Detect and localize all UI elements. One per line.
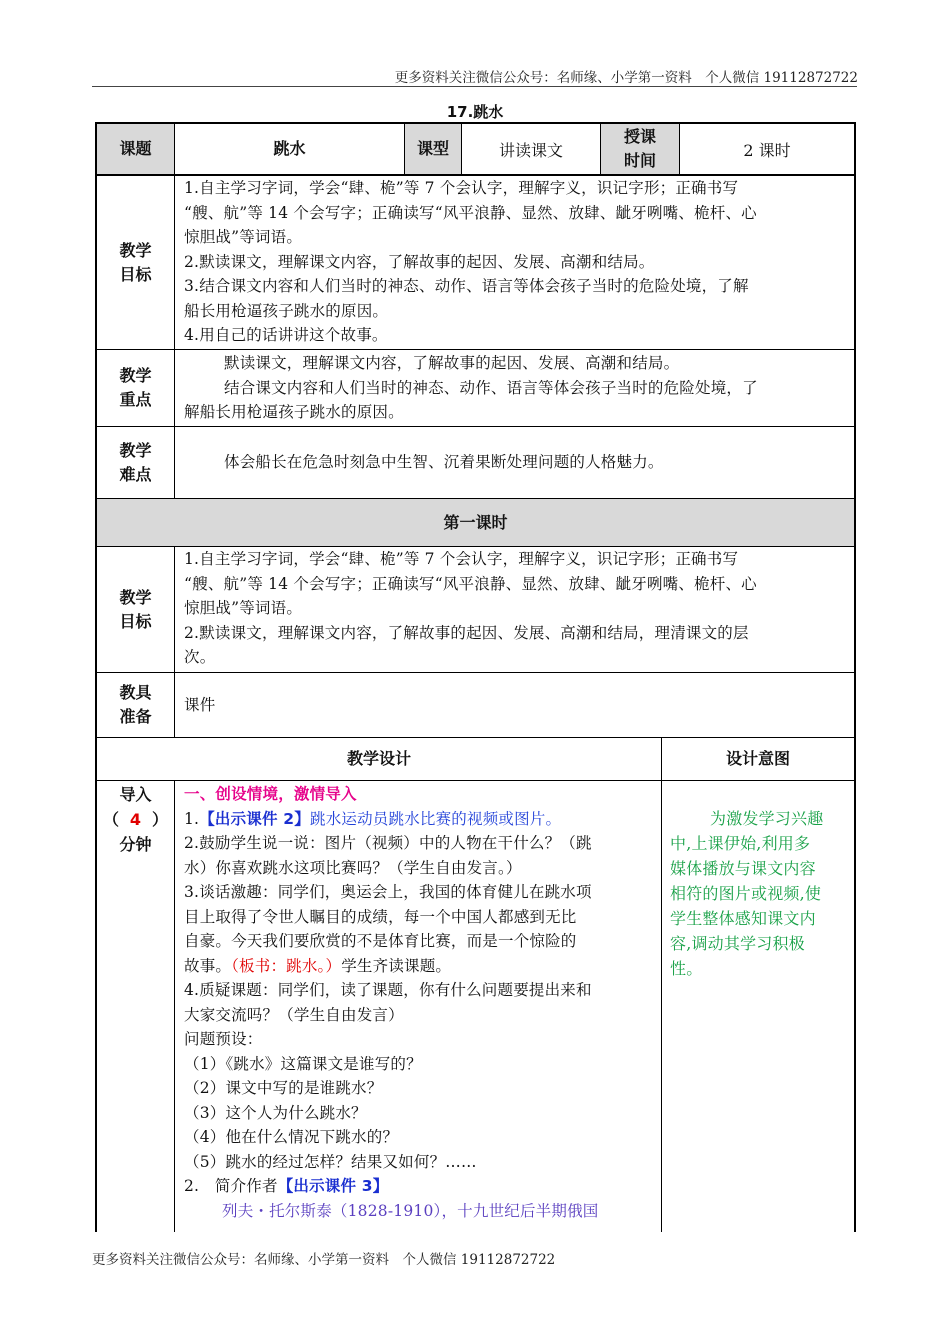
topic-value: 跳水 bbox=[273, 139, 306, 158]
goal-line: 4.用自己的话讲讲这个故事。 bbox=[184, 326, 388, 344]
goal-line: 1.自主学习字词，学会“肆、桅”等 7 个会认字，理解字义，识记字形；正确书写 bbox=[184, 179, 739, 197]
design-line bbox=[184, 1174, 661, 1199]
intent-line: 学生整体感知课文内 bbox=[670, 909, 816, 928]
design-line: （5）跳水的经过怎样？结果又如何？…… bbox=[184, 1152, 477, 1171]
courseware-tag: 【出示课件 2】 bbox=[199, 809, 310, 828]
key-point-line: 结合课文内容和人们当时的神态、动作、语言等体会孩子当时的危险处境，了 bbox=[224, 378, 758, 397]
design-header: 教学设计 bbox=[346, 749, 411, 768]
design-line: 大家交流吗？（学生自由发言） bbox=[184, 1005, 404, 1024]
label-line: 教学 bbox=[119, 240, 152, 260]
goal-line: 2.默读课文，理解课文内容，了解故事的起因、发展、高潮和结局，理清课文的层 bbox=[184, 623, 749, 642]
section-heading: 一、创设情境，激情导入 bbox=[184, 785, 357, 803]
label-line: 难点 bbox=[119, 464, 152, 484]
intent-header: 设计意图 bbox=[725, 749, 790, 768]
design-line: 2.鼓励学生说一说：图片（视频）中的人物在干什么？（跳 bbox=[184, 834, 592, 852]
goal-line: 惊胆战”等词语。 bbox=[184, 599, 303, 617]
board-note: （板书：跳水。） bbox=[231, 956, 342, 975]
lesson-type-label: 课型 bbox=[416, 139, 449, 158]
design-line: （4）他在什么情况下跳水的？ bbox=[184, 1128, 399, 1146]
goal-line: 1.自主学习字词，学会“肆、桅”等 7 个会认字，理解字义，识记字形；正确书写 bbox=[184, 550, 739, 568]
difficulties-text bbox=[176, 427, 854, 498]
design-body bbox=[176, 782, 661, 1232]
goals-text bbox=[176, 176, 854, 349]
goals-label bbox=[97, 176, 174, 349]
label-line: 教学 bbox=[119, 440, 152, 460]
key-points-text bbox=[176, 351, 854, 426]
goal-line: 惊胆战”等词语。 bbox=[184, 228, 303, 246]
paren-close: ） bbox=[151, 810, 168, 829]
tools-value bbox=[176, 673, 854, 737]
intro-minutes-row bbox=[97, 807, 174, 832]
intent-line: 性。 bbox=[670, 959, 703, 978]
key-point-line: 默读课文，理解课文内容，了解故事的起因、发展、高潮和结局。 bbox=[224, 354, 680, 372]
item-prefix: 1. bbox=[184, 809, 200, 828]
lesson1-title: 第一课时 bbox=[443, 512, 508, 532]
intent-line: 相符的图片或视频,使 bbox=[670, 884, 822, 903]
intent-line: 中,上课伊始,利用多 bbox=[670, 834, 811, 853]
design-line bbox=[184, 954, 661, 979]
design-line bbox=[184, 807, 661, 832]
intent-line: 为激发学习兴趣 bbox=[710, 809, 824, 828]
story-prefix: 故事。 bbox=[184, 956, 232, 975]
goal-line: “艘、航”等 14 个会写字；正确读写“风平浪静、显然、放肆、龇牙咧嘴、桅杆、心 bbox=[184, 574, 757, 593]
goal-line: 次。 bbox=[184, 648, 216, 666]
key-points-label bbox=[97, 350, 174, 426]
goal-line: 3.结合课文内容和人们当时的神态、动作、语言等体会孩子当时的危险处境，了解 bbox=[184, 277, 749, 295]
header-divider bbox=[92, 86, 857, 87]
intro-label: 导入 bbox=[119, 785, 152, 804]
design-line: （2）课文中写的是谁跳水？ bbox=[184, 1079, 383, 1097]
design-line: 4.质疑课题：同学们，读了课题，你有什么问题要提出来和 bbox=[184, 981, 592, 999]
design-line: 问题预设： bbox=[184, 1030, 263, 1048]
footer-note: 更多资料关注微信公众号：名师缘、小学第一资料 个人微信 19112872722 bbox=[92, 1252, 556, 1268]
hours-value: 2 课时 bbox=[743, 140, 791, 160]
design-line: 3.谈话激趣：同学们，奥运会上，我国的体育健儿在跳水项 bbox=[184, 883, 592, 901]
goal-line: “艘、航”等 14 个会写字；正确读写“风平浪静、显然、放肆、龇牙咧嘴、桅杆、心 bbox=[184, 203, 757, 222]
tools-text: 课件 bbox=[184, 695, 216, 714]
label-line: 重点 bbox=[119, 390, 152, 409]
topic-label: 课题 bbox=[119, 139, 152, 158]
row-divider bbox=[95, 349, 855, 350]
column-divider bbox=[174, 122, 175, 498]
label-line: 教学 bbox=[119, 587, 152, 607]
paren-open: （ bbox=[103, 810, 120, 829]
column-divider bbox=[174, 546, 175, 737]
goal-line: 2.默读课文，理解课文内容，了解故事的起因、发展、高潮和结局。 bbox=[184, 252, 655, 271]
hours-label-line: 时间 bbox=[623, 151, 656, 170]
intro-unit: 分钟 bbox=[119, 835, 152, 854]
lesson1-goals-label bbox=[97, 547, 174, 672]
label-line: 教具 bbox=[119, 683, 152, 702]
hours-label-line: 授课 bbox=[623, 127, 656, 146]
label-line: 目标 bbox=[119, 264, 152, 284]
lesson-type-value: 讲读课文 bbox=[498, 140, 563, 160]
design-line: 目上取得了令世人瞩目的成绩，每一个中国人都感到无比 bbox=[184, 907, 577, 926]
column-divider bbox=[174, 780, 175, 1232]
label-line: 目标 bbox=[119, 611, 152, 631]
row-divider bbox=[95, 780, 855, 781]
difficulties-label bbox=[97, 427, 174, 498]
intro-time-label bbox=[97, 782, 174, 862]
courseware-tag: 【出示课件 3】 bbox=[277, 1177, 389, 1195]
difficulty-line: 体会船长在危急时刻急中生智、沉着果断处理问题的人格魅力。 bbox=[224, 453, 664, 472]
key-point-line: 解船长用枪逼孩子跳水的原因。 bbox=[184, 403, 404, 421]
design-line: （1）《跳水》这篇课文是谁写的？ bbox=[184, 1054, 422, 1073]
author-line: 列夫・托尔斯泰（1828-1910），十九世纪后半期俄国 bbox=[222, 1201, 599, 1220]
item-text: 跳水运动员跳水比赛的视频或图片。 bbox=[310, 809, 562, 828]
goal-line: 船长用枪逼孩子跳水的原因。 bbox=[184, 301, 389, 320]
lesson1-goals-text bbox=[176, 547, 854, 672]
label-line: 教学 bbox=[119, 366, 152, 385]
design-line: 自豪。今天我们要欣赏的不是体育比赛，而是一个惊险的 bbox=[184, 932, 577, 950]
hours-label bbox=[601, 124, 679, 174]
author-prefix: 2. 简介作者 bbox=[184, 1177, 278, 1195]
intro-minutes: 4 bbox=[129, 810, 142, 829]
intent-line: 容,调动其学习积极 bbox=[670, 934, 805, 953]
design-line: （3）这个人为什么跳水？ bbox=[184, 1103, 367, 1122]
label-line: 准备 bbox=[119, 707, 152, 726]
tools-label bbox=[97, 673, 174, 737]
intent-line: 媒体播放与课文内容 bbox=[670, 859, 816, 878]
intent-text bbox=[662, 806, 854, 1006]
story-suffix: 学生齐读课题。 bbox=[341, 956, 452, 975]
table-border-right bbox=[854, 122, 856, 1232]
document-title: 17.跳水 bbox=[446, 103, 504, 121]
design-line: 水）你喜欢跳水这项比赛吗？（学生自由发言。） bbox=[184, 858, 522, 877]
header-note: 更多资料关注微信公众号：名师缘、小学第一资料 个人微信 19112872722 bbox=[394, 70, 858, 86]
